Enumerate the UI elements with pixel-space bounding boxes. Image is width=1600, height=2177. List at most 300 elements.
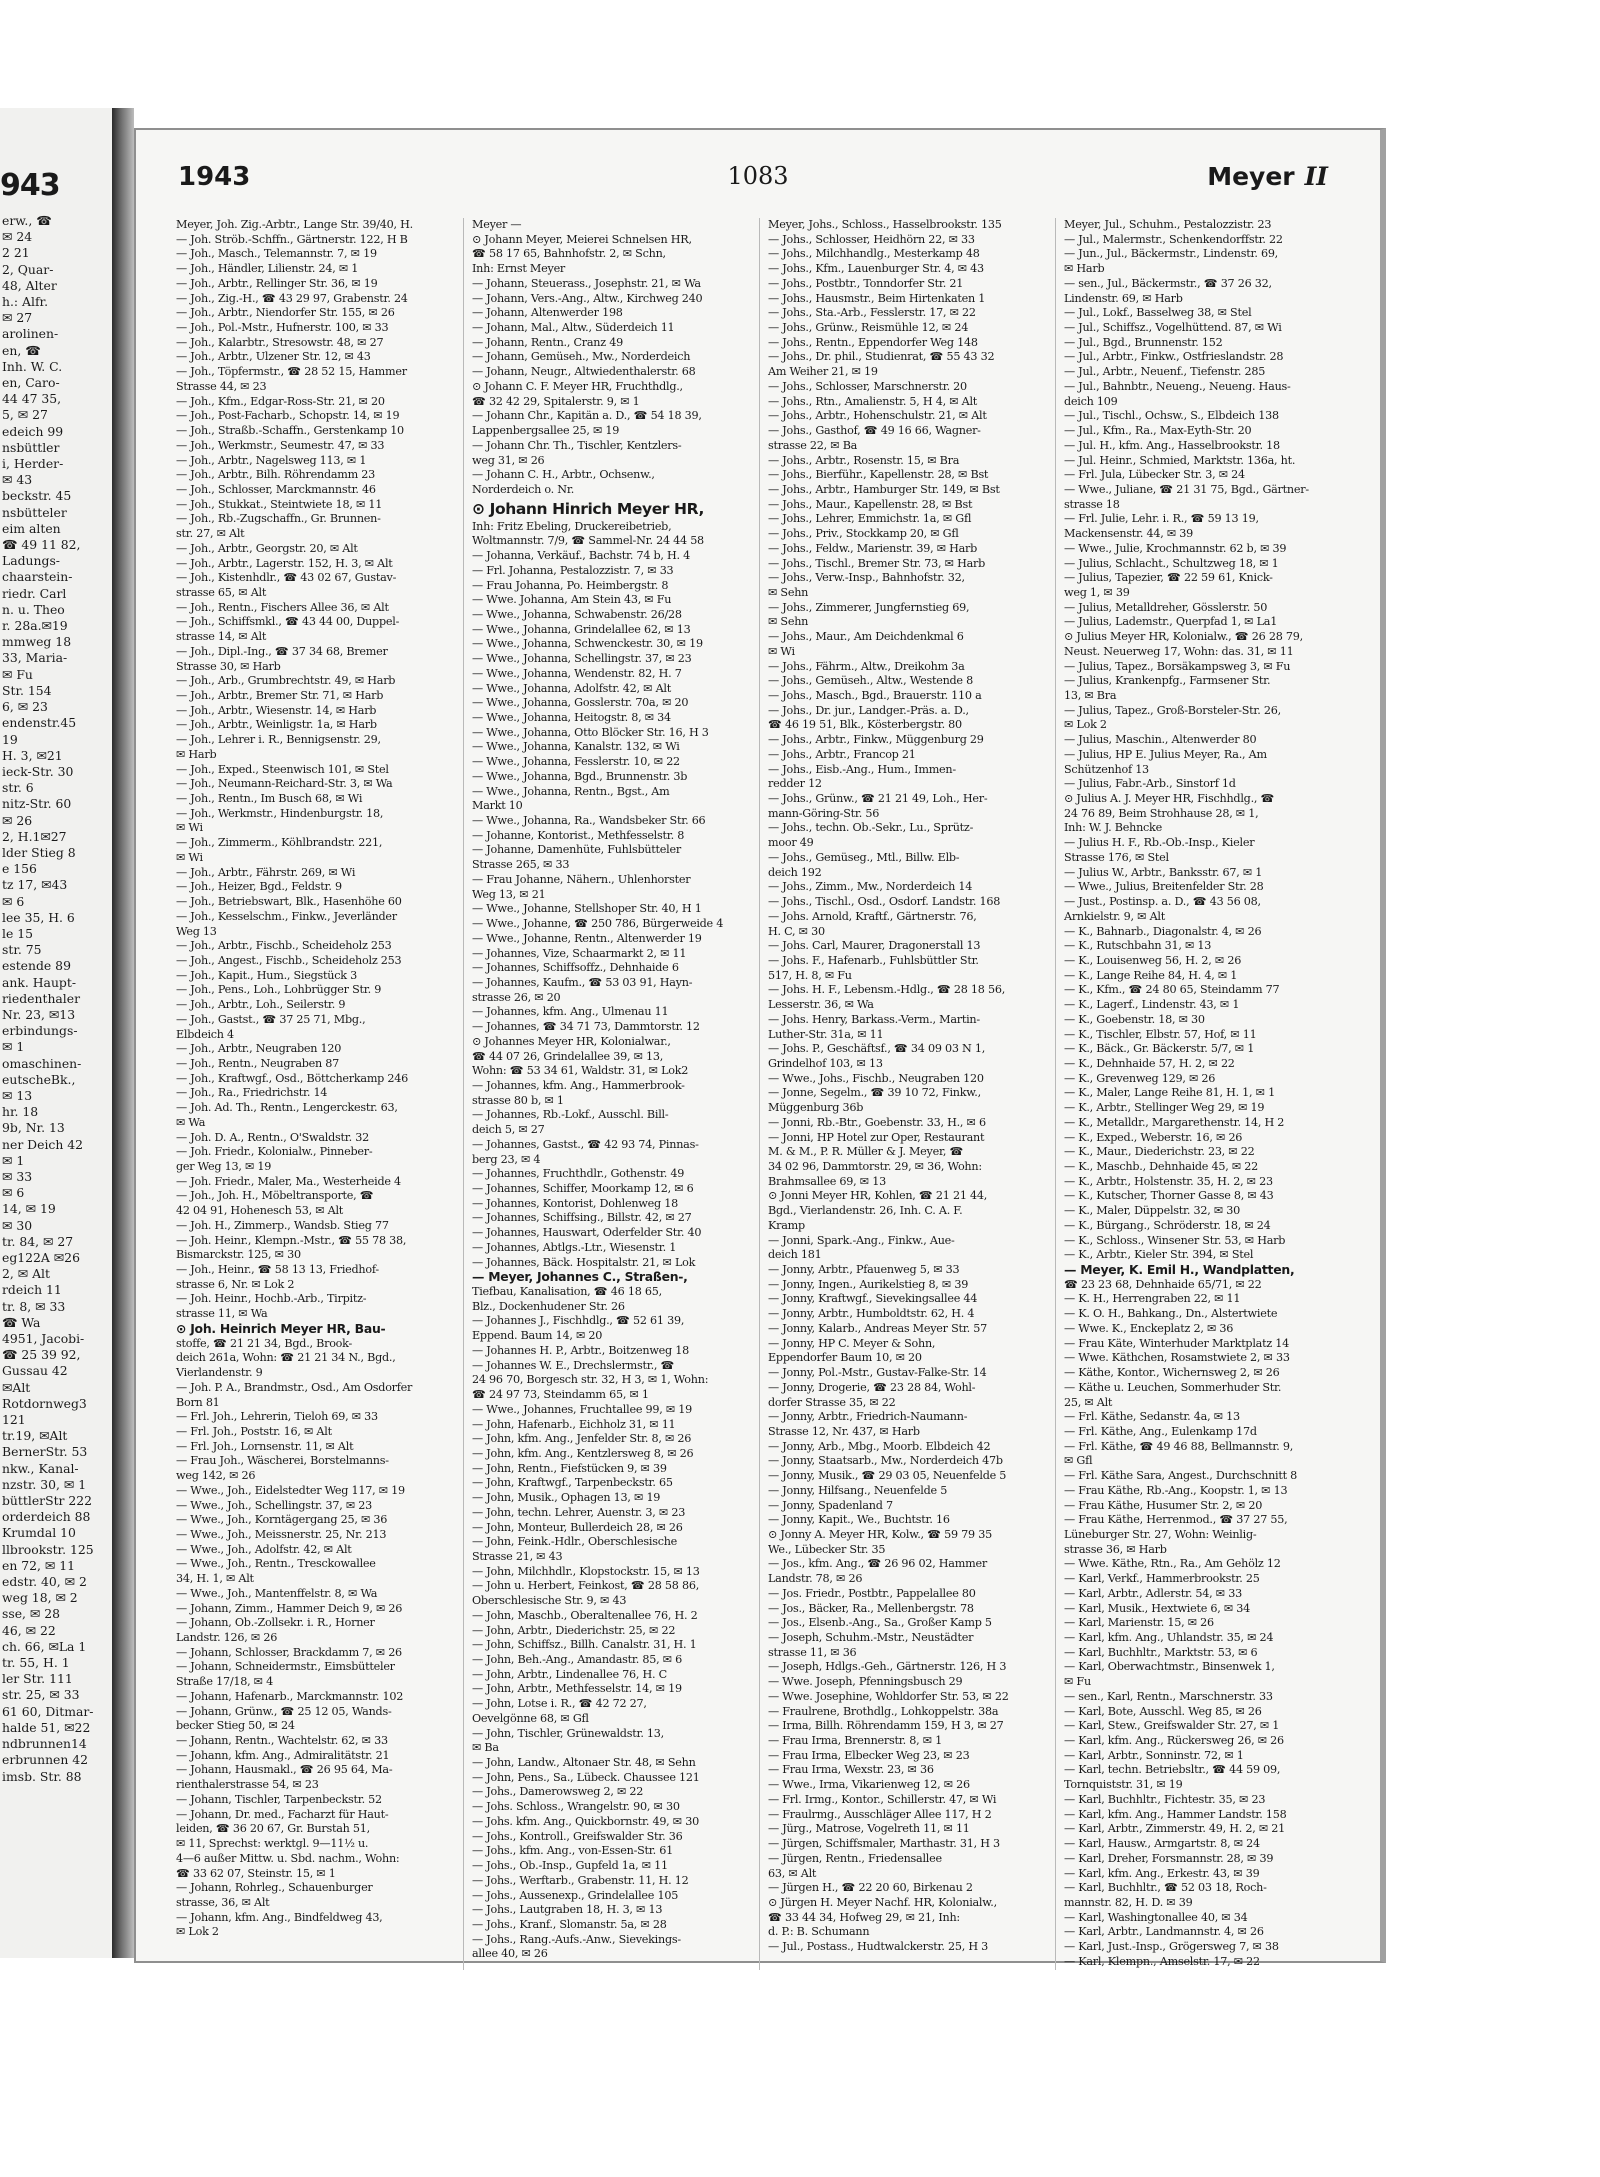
directory-entry: Eppend. Baum 14, ✉ 20 [472, 1329, 603, 1343]
directory-entry: — Joh., Angest., Fischb., Scheideholz 253 [176, 953, 402, 967]
directory-entry: — K., Arbtr., Kieler Str. 394, ✉ Stel [1064, 1248, 1254, 1262]
directory-entry: — Johann Chr. Th., Tischler, Kentzlers- [472, 438, 682, 452]
directory-entry: — Karl, kfm. Ang., Rückersweg 26, ✉ 26 [1064, 1734, 1284, 1748]
directory-entry: — Jul., Postass., Hudtwalckerstr. 25, H 3 [768, 1940, 988, 1954]
directory-entry: — Johs., Rtn., Amalienstr. 5, H 4, ✉ Alt [768, 394, 978, 408]
directory-entry: — Joh., Händler, Lilienstr. 24, ✉ 1 [176, 262, 359, 276]
directory-entry: — Joh., Kesselschm., Finkw., Jeverländer [176, 909, 397, 923]
directory-entry: — Johannes, ☎ 34 71 73, Dammtorstr. 12 [472, 1020, 700, 1034]
directory-entry: — Jonni, Rb.-Btr., Goebenstr. 33, H., ✉ 6 [768, 1115, 986, 1129]
directory-entry: — John, Arbtr., Methfesselstr. 14, ✉ 19 [472, 1682, 682, 1696]
directory-entry: — Frl. Jula, Lübecker Str. 3, ✉ 24 [1064, 468, 1245, 482]
directory-entry: — Frl. Joh., Poststr. 16, ✉ Alt [176, 1424, 332, 1438]
directory-entry: ✉ Fu [1064, 1675, 1091, 1689]
directory-entry: ☎ 46 19 51, Blk., Kösterbergstr. 80 [768, 718, 962, 732]
directory-entry: Brahmsallee 69, ✉ 13 [768, 1174, 886, 1188]
directory-entry: ger Weg 13, ✉ 19 [176, 1160, 272, 1173]
directory-entry: — Wwe., Johanna, Heitogstr. 8, ✉ 34 [472, 711, 671, 724]
adjacent-page-line: Krumdal 10 [2, 1525, 76, 1541]
directory-entry: — Johs., Dr. phil., Studienrat, ☎ 55 43 32 [768, 350, 995, 364]
directory-entry: — Karl, Dreher, Forsmannstr. 28, ✉ 39 [1064, 1851, 1274, 1865]
directory-entry: — Wwe., Johanna, Bgd., Brunnenstr. 3b [472, 769, 688, 783]
directory-entry: — Johann, Steuerass., Josephstr. 21, ✉ Wa [472, 276, 701, 290]
adjacent-page-line: ✉ 6 [2, 1185, 25, 1201]
adjacent-page-line: tr. 84, ✉ 27 [2, 1233, 74, 1249]
adjacent-page-line: 6, ✉ 23 [2, 699, 48, 715]
directory-entry: Bgd., Vierlandenstr. 26, Inh. C. A. F. [768, 1204, 963, 1218]
directory-entry: Weg 13 [176, 924, 217, 938]
directory-entry: ⊙ Johann Meyer, Meierei Schnelsen HR, [472, 232, 692, 246]
directory-entry: — John, Maschb., Oberaltenallee 76, H. 2 [472, 1608, 698, 1622]
directory-entry: Tornquiststr. 31, ✉ 19 [1064, 1778, 1183, 1792]
directory-entry: — Wwe., Johanna, Schwenckestr. 30, ✉ 19 [472, 637, 703, 651]
adjacent-page-line: 121 [2, 1412, 26, 1428]
directory-entry: — Johs., Lehrer, Emmichstr. 1a, ✉ Gfl [768, 512, 972, 526]
directory-entry: Inh: Fritz Ebeling, Druckereibetrieb, [472, 519, 672, 533]
header-surname [1207, 162, 1328, 191]
adjacent-page-line: h.: Alfr. [2, 294, 49, 310]
directory-entry: — Karl, kfm. Ang., Uhlandstr. 35, ✉ 24 [1064, 1631, 1274, 1644]
directory-entry: — Johs., Eisb.-Ang., Hum., Immen- [768, 762, 956, 776]
adjacent-page-line: 14, ✉ 19 [2, 1201, 56, 1217]
directory-entry: — Johs., Masch., Bgd., Brauerstr. 110 a [768, 689, 982, 702]
directory-entry: — Johann, Schneidermstr., Eimsbütteler [176, 1660, 395, 1674]
adjacent-page-line: ✉ 1 [2, 1152, 25, 1168]
directory-entry: — Jonny, Staatsarb., Mw., Norderdeich 47b [768, 1454, 1003, 1468]
directory-entry: — Joh., Dipl.-Ing., ☎ 37 34 68, Bremer [176, 644, 388, 658]
adjacent-page-line: ✉ 6 [2, 893, 25, 909]
adjacent-page-line: 2, H.1✉27 [2, 828, 67, 844]
directory-entry: — Johs., Rentn., Eppendorfer Weg 148 [768, 335, 978, 349]
directory-entry: mann-Göring-Str. 56 [768, 806, 880, 820]
directory-entry: — Joseph, Schuhm.-Mstr., Neustädter [768, 1631, 974, 1644]
directory-entry: — Joh., Arbtr., Niendorfer Str. 155, ✉ 26 [176, 306, 395, 320]
directory-entry: — Jonni, Spark.-Ang., Finkw., Aue- [768, 1233, 955, 1247]
directory-entry: — John, Feink.-Hdlr., Oberschlesische [472, 1535, 678, 1549]
directory-entry: — Joh., Exped., Steenwisch 101, ✉ Stel [176, 762, 389, 776]
directory-entry: — Joh., Werkmstr., Hindenburgstr. 18, [176, 806, 384, 820]
adjacent-page-left [0, 108, 114, 1958]
directory-entry: strasse 80 b, ✉ 1 [472, 1093, 564, 1107]
directory-entry: — Frau Käthe, Rb.-Ang., Koopstr. 1, ✉ 13 [1064, 1483, 1288, 1497]
directory-entry: — Jul. H., kfm. Ang., Hasselbrookstr. 18 [1064, 438, 1280, 452]
directory-entry: — Wwe., Joh., Meissnerstr. 25, Nr. 213 [176, 1527, 387, 1541]
directory-entry: — Johs., Grünw., Reismühle 12, ✉ 24 [768, 321, 969, 335]
directory-entry: ✉ Gfl [1064, 1454, 1093, 1468]
directory-entry: — John, Rentn., Fiefstücken 9, ✉ 39 [472, 1461, 667, 1475]
directory-entry: — Meyer, K. Emil H., Wandplatten, [1064, 1262, 1295, 1278]
adjacent-page-line: erbindungs- [2, 1023, 78, 1039]
directory-entry: — Joh., Gastst., ☎ 37 25 71, Mbg., [176, 1012, 366, 1026]
directory-entry: Lesserstr. 36, ✉ Wa [768, 998, 874, 1012]
adjacent-page-line: H. 3, ✉21 [2, 747, 63, 763]
directory-entry: ✉ Sehn [768, 585, 809, 599]
directory-entry: Straße 17/18, ✉ 4 [176, 1675, 273, 1689]
directory-entry: — Wwe. Josephine, Wohldorfer Str. 53, ✉ 22 [768, 1689, 1009, 1703]
adjacent-page-line: e 156 [2, 861, 37, 877]
directory-entry: — Wwe. Joseph, Pfenningsbusch 29 [768, 1675, 963, 1689]
adjacent-page-line: 48, Alter [2, 277, 57, 293]
directory-entry: — Joh., Zimmerm., Köhlbrandstr. 221, [176, 836, 383, 850]
directory-entry: — Frl. Joh., Lornsenstr. 11, ✉ Alt [176, 1439, 354, 1453]
adjacent-page-line: Nr. 23, ✉13 [2, 1006, 76, 1022]
directory-entry: — Joh., Pens., Loh., Lohbrügger Str. 9 [176, 983, 382, 997]
adjacent-page-line: erbrunnen 42 [2, 1752, 89, 1768]
directory-entry: — Johs., Lautgraben 18, H. 3, ✉ 13 [472, 1903, 663, 1917]
adjacent-page-line: ner Deich 42 [2, 1136, 84, 1152]
book-gutter [112, 108, 134, 1958]
directory-entry: — Wwe., Johanna, Fesslerstr. 10, ✉ 22 [472, 755, 680, 769]
directory-entry: deich 109 [1064, 394, 1118, 408]
adjacent-page-line: hr. 18 [2, 1104, 39, 1120]
directory-entry: — Wwe. Käthchen, Rosamstwiete 2, ✉ 33 [1064, 1351, 1290, 1365]
directory-entry: — Joh., Arbtr., Lagerstr. 152, H. 3, ✉ Alt [176, 556, 393, 570]
directory-entry: — Johs., Kranf., Slomanstr. 5a, ✉ 28 [472, 1917, 667, 1931]
directory-entry: — Johs., Hausmstr., Beim Hirtenkaten 1 [768, 291, 986, 305]
directory-entry: — Käthe u. Leuchen, Sommerhuder Str. [1064, 1380, 1282, 1394]
directory-entry: — Joh., Arbtr., Fischb., Scheideholz 253 [176, 939, 392, 953]
directory-entry: 25, ✉ Alt [1064, 1395, 1113, 1409]
directory-entry: — Karl, Just.-Insp., Grögersweg 7, ✉ 38 [1064, 1940, 1279, 1954]
directory-entry: — John, Schiffsz., Billh. Canalstr. 31, H. 1 [472, 1638, 697, 1652]
directory-entry: — Joh., Kistenhdlr., ☎ 43 02 67, Gustav- [176, 571, 397, 585]
directory-entry: — Jonny, Kapit., We., Buchtstr. 16 [768, 1513, 950, 1527]
directory-entry: — K., Maler, Düppelstr. 32, ✉ 30 [1064, 1204, 1241, 1218]
directory-entry: — Wwe., Johanna, Wendenstr. 82, H. 7 [472, 666, 682, 680]
adjacent-page-line: 19 [2, 731, 18, 747]
directory-entry: Oevelgönne 68, ✉ Gfl [472, 1711, 589, 1725]
adjacent-page-line: ✉ 26 [2, 812, 33, 828]
directory-entry: ✉ Ba [472, 1741, 499, 1755]
directory-entry: — Wwe., Irma, Vikarienweg 12, ✉ 26 [768, 1778, 970, 1792]
adjacent-page-line: riedr. Carl [2, 585, 67, 601]
directory-entry: — Joh. P. A., Brandmstr., Osd., Am Osdorfer [176, 1380, 413, 1394]
directory-entry: — Jonny, Ingen., Aurikelstieg 8, ✉ 39 [768, 1277, 969, 1291]
directory-entry: — Johs., Arbtr., Finkw., Müggenburg 29 [768, 733, 984, 747]
page-header [178, 162, 1338, 202]
directory-entry: — Jos., Elsenb.-Ang., Sa., Großer Kamp 5 [768, 1616, 992, 1630]
directory-entry: — Johann, Rentn., Wachtelstr. 62, ✉ 33 [176, 1734, 388, 1748]
directory-entry: Oberschlesische Str. 9, ✉ 43 [472, 1594, 627, 1608]
directory-columns [176, 218, 1352, 1968]
directory-entry: M. & M., P. R. Müller & J. Meyer, ☎ [768, 1145, 964, 1159]
directory-entry: — K., Maschb., Dehnhaide 45, ✉ 22 [1064, 1160, 1258, 1173]
directory-entry: — John, Arbtr., Lindenallee 76, H. C [472, 1667, 667, 1681]
directory-entry: — Johs. P., Geschäftsf., ☎ 34 09 03 N 1, [768, 1042, 986, 1056]
directory-entry: strasse 18 [1064, 497, 1120, 511]
directory-entry: ⊙ Jürgen H. Meyer Nachf. HR, Kolonialw., [768, 1895, 997, 1909]
adjacent-page-line: arolinen- [2, 326, 59, 342]
directory-entry: — Wwe. Johanna, Am Stein 43, ✉ Fu [472, 593, 672, 607]
directory-entry: ⊙ Joh. Heinrich Meyer HR, Bau- [176, 1320, 386, 1336]
directory-entry: 4—6 außer Mittw. u. Sbd. nachm., Wohn: [176, 1851, 400, 1865]
directory-entry: strasse 11, ✉ Wa [176, 1307, 268, 1321]
adjacent-page-line: riedenthaler [2, 990, 81, 1006]
adjacent-page-line: weg 18, ✉ 2 [2, 1590, 78, 1606]
directory-entry: — Johannes H. P., Arbtr., Boitzenweg 18 [472, 1343, 689, 1357]
directory-entry: — John, Tischler, Grünewaldstr. 13, [472, 1726, 664, 1740]
directory-entry: — Joh., Schiffsmkl., ☎ 43 44 00, Duppel- [176, 615, 400, 629]
directory-entry: — Johann, Mal., Altw., Süderdeich 11 [472, 321, 675, 335]
directory-entry: — Johs. Schloss., Wrangelstr. 90, ✉ 30 [472, 1800, 680, 1814]
directory-entry: — Julius, Fabr.-Arb., Sinstorf 1d [1064, 777, 1236, 791]
directory-entry: — Joh., Rb.-Zugschaffn., Gr. Brunnen- [176, 512, 381, 526]
directory-entry: — Johannes, kfm. Ang., Ulmenau 11 [472, 1005, 669, 1019]
directory-entry: — Joh., Arbtr., Nagelsweg 113, ✉ 1 [176, 453, 367, 467]
directory-entry: — Joh., Lehrer i. R., Bennigsenstr. 29, [176, 733, 381, 747]
directory-entry: — Julius, Maschin., Altenwerder 80 [1064, 733, 1257, 747]
directory-entry: — Karl, Verkf., Hammerbrookstr. 25 [1064, 1572, 1260, 1586]
directory-entry: — K., Metalldr., Margarethenstr. 14, H 2 [1064, 1115, 1285, 1129]
directory-entry: — Joh., Arbtr., Rellinger Str. 36, ✉ 19 [176, 276, 378, 290]
directory-entry: — Irma, Billh. Röhrendamm 159, H 3, ✉ 27 [768, 1719, 1004, 1733]
directory-entry: — Frau Joh., Wäscherei, Borstelmanns- [176, 1454, 389, 1468]
adjacent-page-line: 46, ✉ 22 [2, 1622, 56, 1638]
directory-entry: ⊙ Jonny A. Meyer HR, Kolw., ☎ 59 79 35 [768, 1527, 992, 1541]
directory-entry: — Joh., Arb., Grumbrechtstr. 49, ✉ Harb [176, 674, 396, 688]
directory-entry: — John, Beh.-Ang., Amandastr. 85, ✉ 6 [472, 1653, 682, 1666]
directory-entry: — Karl, Arbtr., Zimmerstr. 49, H. 2, ✉ 21 [1064, 1822, 1286, 1836]
column-3 [768, 218, 1056, 1970]
adjacent-page-line: 4951, Jacobi- [2, 1331, 85, 1347]
directory-entry: — Jürg., Matrose, Vogelreth 11, ✉ 11 [768, 1822, 970, 1836]
directory-entry: — Joh., Arbtr., Loh., Seilerstr. 9 [176, 998, 346, 1012]
directory-entry: — Wwe., Joh., Eidelstedter Weg 117, ✉ 19 [176, 1483, 405, 1497]
directory-entry: — Frl. Johanna, Pestalozzistr. 7, ✉ 33 [472, 563, 674, 577]
directory-entry: — Johs., Dr. jur., Landger.-Präs. a. D., [768, 703, 969, 717]
directory-entry: — John, kfm. Ang., Kentzlersweg 8, ✉ 26 [472, 1446, 694, 1460]
directory-entry: — Johs., Fährm., Altw., Dreikohm 3a [768, 659, 965, 673]
directory-entry: — Wwe., Julius, Breitenfelder Str. 28 [1064, 880, 1264, 894]
directory-entry: — Johs., Feldw., Marienstr. 39, ✉ Harb [768, 541, 978, 555]
directory-entry: Strasse 176, ✉ Stel [1064, 850, 1169, 864]
directory-entry: — John, kfm. Ang., Jenfelder Str. 8, ✉ 26 [472, 1432, 692, 1446]
adjacent-page-line: nsbüttler [2, 439, 60, 455]
directory-entry: — Joh., Arbtr., Bremer Str. 71, ✉ Harb [176, 689, 384, 702]
directory-entry: — Joh., Töpfermstr., ☎ 28 52 15, Hammer [176, 365, 407, 379]
directory-entry: redder 12 [768, 777, 822, 791]
directory-entry: — K., Maler, Lange Reihe 81, H. 1, ✉ 1 [1064, 1086, 1275, 1100]
directory-entry: Luther-Str. 31a, ✉ 11 [768, 1027, 884, 1041]
directory-entry: Mackensenstr. 44, ✉ 39 [1064, 527, 1194, 541]
directory-entry: — Jonne, Segelm., ☎ 39 10 72, Finkw., [768, 1086, 981, 1100]
directory-entry: — Wwe., Johanna, Gosslerstr. 70a, ✉ 20 [472, 696, 689, 710]
directory-entry: — Jonny, Kraftwgf., Sievekingsallee 44 [768, 1292, 978, 1306]
directory-entry: — Karl, kfm. Ang., Erkestr. 43, ✉ 39 [1064, 1866, 1260, 1880]
directory-entry: — Wwe., Johanna, Schwabenstr. 26/28 [472, 607, 682, 621]
directory-entry: str. 27, ✉ Alt [176, 527, 245, 541]
directory-entry: Strasse 265, ✉ 33 [472, 858, 570, 872]
directory-entry: — Wwe., Julie, Krochmannstr. 62 b, ✉ 39 [1064, 541, 1287, 555]
directory-entry: — Johann, Dr. med., Facharzt für Haut- [176, 1807, 389, 1821]
adjacent-page-line: halde 51, ✉22 [2, 1719, 91, 1735]
directory-entry: — Johs., Arbtr., Rosenstr. 15, ✉ Bra [768, 453, 960, 467]
directory-entry: — Johs. H. F., Lebensm.-Hdlg., ☎ 28 18 56, [768, 983, 1005, 997]
adjacent-page-line: ✉ 30 [2, 1217, 33, 1233]
adjacent-page-line: erw., ☎ [2, 213, 52, 228]
directory-entry: — Johann, Rohrleg., Schauenburger [176, 1881, 373, 1895]
directory-entry: — Jonni, HP Hotel zur Oper, Restaurant [768, 1130, 985, 1144]
adjacent-page-line: chaarstein- [2, 569, 73, 585]
adjacent-page-line: str. 75 [2, 942, 42, 958]
directory-entry: 13, ✉ Bra [1064, 689, 1117, 702]
directory-entry: — Joh., Arbtr., Bilh. Röhrendamm 23 [176, 468, 376, 482]
adjacent-page-line: lee 35, H. 6 [2, 909, 75, 925]
directory-entry: Norderdeich o. Nr. [472, 482, 575, 496]
directory-entry: — Jürgen, Rentn., Friedensallee [768, 1851, 942, 1865]
directory-entry: — Frau Johanna, Po. Heimbergstr. 8 [472, 578, 669, 592]
directory-entry: strasse 14, ✉ Alt [176, 630, 267, 644]
directory-entry: — Johann, Vers.-Ang., Altw., Kirchweg 240 [472, 291, 703, 305]
directory-entry: — Joh., Arbtr., Ulzener Str. 12, ✉ 43 [176, 350, 371, 364]
directory-entry: — Frl. Joh., Lehrerin, Tieloh 69, ✉ 33 [176, 1410, 378, 1424]
directory-entry: — Johs., techn. Ob.-Sekr., Lu., Sprütz- [768, 821, 974, 835]
directory-entry: — Jonny, Hilfsang., Neuenfelde 5 [768, 1483, 948, 1497]
directory-entry: — K., Bäck., Gr. Bäckerstr. 5/7, ✉ 1 [1064, 1042, 1255, 1056]
directory-entry: rienthalerstrasse 54, ✉ 23 [176, 1778, 319, 1792]
directory-entry: Meyer, Johs., Schloss., Hasselbrookstr. 135 [768, 218, 1002, 231]
directory-entry: — Johs., Gemüseh., Altw., Westende 8 [768, 674, 973, 688]
directory-entry: — Frl. Käthe, ☎ 49 46 88, Bellmannstr. 9, [1064, 1439, 1294, 1453]
directory-entry: — K., Arbtr., Holstenstr. 35, H. 2, ✉ 23 [1064, 1174, 1273, 1188]
directory-entry: — K. H., Herrengraben 22, ✉ 11 [1064, 1292, 1241, 1306]
directory-entry: — K., Maur., Diederichstr. 23, ✉ 22 [1064, 1145, 1255, 1159]
directory-entry: — Jonny, Arbtr., Friedrich-Naumann- [768, 1410, 968, 1424]
directory-entry: — Johann, Hausmakl., ☎ 26 95 64, Ma- [176, 1763, 393, 1777]
directory-entry: — John, Kraftwgf., Tarpenbeckstr. 65 [472, 1476, 673, 1490]
directory-entry: — K., Grevenweg 129, ✉ 26 [1064, 1071, 1216, 1085]
adjacent-page-line: ☎ Wa [2, 1314, 41, 1330]
directory-entry: Grindelhof 103, ✉ 13 [768, 1056, 883, 1070]
directory-entry: — Frau Käthe, Herrenmod., ☎ 37 27 55, [1064, 1513, 1288, 1527]
directory-entry: — K., Lagerf., Lindenstr. 43, ✉ 1 [1064, 998, 1240, 1012]
directory-entry: — Johs., Kfm., Lauenburger Str. 4, ✉ 43 [768, 262, 984, 276]
header-surname-text: Meyer [1207, 162, 1295, 191]
directory-entry: — Johs., Verw.-Insp., Bahnhofstr. 32, [768, 571, 965, 585]
adjacent-page-line: endenstr.45 [2, 715, 77, 731]
directory-entry: ☎ 32 42 29, Spitalerstr. 9, ✉ 1 [472, 394, 640, 408]
directory-entry: — Johs., kfm. Ang., von-Essen-Str. 61 [472, 1844, 674, 1858]
directory-entry: — Wwe., Johannes, Fruchtallee 99, ✉ 19 [472, 1402, 693, 1416]
directory-entry: — Johannes, Gastst., ☎ 42 93 74, Pinnas- [472, 1137, 699, 1151]
adjacent-page-line: en, Caro- [2, 375, 60, 391]
directory-entry: Meyer — [472, 218, 522, 231]
directory-entry: — Wwe., Johanne, Rentn., Altenwerder 19 [472, 931, 702, 945]
adjacent-page-line: le 15 [2, 925, 34, 941]
header-volume: II [1304, 162, 1328, 191]
directory-entry: — Karl, Buchhltr., Marktstr. 53, ✉ 6 [1064, 1645, 1258, 1659]
directory-entry: — Joh., Rentn., Neugraben 87 [176, 1056, 340, 1070]
directory-entry: Landstr. 78, ✉ 26 [768, 1572, 863, 1586]
adjacent-page-line: ler Str. 111 [2, 1671, 73, 1687]
directory-entry: — Wwe., Juliane, ☎ 21 31 75, Bgd., Gärtner- [1064, 482, 1309, 496]
directory-entry: Woltmannstr. 7/9, ☎ Sammel-Nr. 24 44 58 [472, 534, 704, 548]
directory-entry: — Frl. Irmg., Kontor., Schillerstr. 47, ✉ Wi [768, 1792, 997, 1806]
directory-entry: — Johs. Henry, Barkass.-Verm., Martin- [768, 1012, 980, 1026]
adjacent-page-line: ndbrunnen14 [2, 1736, 87, 1752]
directory-entry: — Wwe., Johanna, Rentn., Bgst., Am [472, 784, 670, 798]
directory-entry: — Johs., Gemüseg., Mtl., Billw. Elb- [768, 850, 960, 864]
directory-entry: — Frau Irma, Wexstr. 23, ✉ 36 [768, 1763, 934, 1777]
directory-entry: — Karl, kfm. Ang., Hammer Landstr. 158 [1064, 1807, 1287, 1821]
adjacent-page-line: büttlerStr 222 [2, 1493, 93, 1509]
directory-entry: — Johanne, Kontorist., Methfesselstr. 8 [472, 828, 685, 842]
directory-entry: — Johs., Arbtr., Hamburger Str. 149, ✉ Bst [768, 482, 1000, 496]
directory-entry: — Johs. Carl, Maurer, Dragonerstall 13 [768, 939, 981, 953]
directory-entry: — K., Schloss., Winsener Str. 53, ✉ Harb [1064, 1233, 1286, 1247]
adjacent-page-line: ✉ 27 [2, 310, 33, 326]
directory-entry: — Julius, Metalldreher, Gösslerstr. 50 [1064, 600, 1268, 614]
directory-entry: — Wwe., Johanna, Otto Blöcker Str. 16, H 3 [472, 725, 709, 739]
directory-entry: — Jürgen H., ☎ 22 20 60, Birkenau 2 [768, 1881, 973, 1895]
directory-entry: — Johannes, Vize, Schaarmarkt 2, ✉ 11 [472, 946, 687, 960]
directory-entry: — Jos., kfm. Ang., ☎ 26 96 02, Hammer [768, 1557, 987, 1571]
directory-entry: deich 5, ✉ 27 [472, 1123, 545, 1137]
directory-entry: Eppendorfer Baum 10, ✉ 20 [768, 1351, 922, 1365]
adjacent-page-line: 44 47 35, [2, 391, 62, 407]
directory-entry: — Johannes, Schiffsoffz., Dehnhaide 6 [472, 961, 679, 975]
directory-entry: Lindenstr. 69, ✉ Harb [1064, 291, 1183, 305]
directory-entry: — John, Lotse i. R., ☎ 42 72 27, [472, 1697, 647, 1711]
directory-entry: — Johs., Aussenexp., Grindelallee 105 [472, 1888, 679, 1902]
adjacent-page-line: ☎ 49 11 82, [2, 537, 81, 553]
directory-entry: — K., Dehnhaide 57, H. 2, ✉ 22 [1064, 1056, 1235, 1070]
directory-entry: Blz., Dockenhudener Str. 26 [472, 1299, 625, 1313]
adjacent-page-line: Inh. W. C. [2, 358, 63, 374]
directory-entry: — Johs., Grünw., ☎ 21 21 49, Loh., Her- [768, 792, 988, 806]
directory-entry: — Johannes J., Fischhdlg., ☎ 52 61 39, [472, 1314, 685, 1328]
directory-entry: — Wwe., Joh., Rentn., Tresckowallee [176, 1557, 376, 1571]
directory-entry: strasse 11, ✉ 36 [768, 1645, 857, 1659]
directory-entry: — K., Kutscher, Thorner Gasse 8, ✉ 43 [1064, 1189, 1274, 1203]
directory-entry: — Wwe., Joh., Mantenffelstr. 8, ✉ Wa [176, 1586, 378, 1600]
directory-entry: ☎ 44 07 26, Grindelallee 39, ✉ 13, [472, 1049, 664, 1063]
directory-entry: Meyer, Jul., Schuhm., Pestalozzistr. 23 [1064, 218, 1272, 231]
directory-entry: — Johs., Maur., Am Deichdenkmal 6 [768, 630, 964, 644]
adjacent-page-line: estende 89 [2, 958, 71, 974]
directory-entry: — Johann, Zimm., Hammer Deich 9, ✉ 26 [176, 1601, 403, 1615]
adjacent-page-line: beckstr. 45 [2, 488, 72, 504]
directory-entry: — K., Goebenstr. 18, ✉ 30 [1064, 1012, 1205, 1026]
directory-entry: — Johannes, Schiffer, Moorkamp 12, ✉ 6 [472, 1182, 694, 1195]
adjacent-page-line: ✉ 13 [2, 1087, 33, 1103]
directory-entry: strasse 6, Nr. ✉ Lok 2 [176, 1277, 295, 1291]
directory-entry: weg 1, ✉ 39 [1064, 585, 1130, 599]
directory-entry: — Joh. H., Zimmerp., Wandsb. Stieg 77 [176, 1218, 389, 1232]
directory-entry: — Karl, Arbtr., Sonninstr. 72, ✉ 1 [1064, 1748, 1244, 1762]
directory-entry: — Johs., Postbtr., Tonndorfer Str. 21 [768, 276, 964, 290]
directory-entry: — Meyer, Johannes C., Straßen-, [472, 1269, 688, 1285]
directory-entry: Weg 13, ✉ 21 [472, 887, 546, 901]
directory-entry: — John, Pens., Sa., Lübeck. Chaussee 121 [472, 1770, 700, 1784]
directory-entry: ✉ Lok 2 [1064, 718, 1107, 732]
directory-entry: ⊙ Johannes Meyer HR, Kolonialwar., [472, 1034, 671, 1048]
directory-entry: 63, ✉ Alt [768, 1866, 817, 1880]
directory-entry: — Johann, kfm. Ang., Bindfeldweg 43, [176, 1910, 383, 1924]
adjacent-page-line: imsb. Str. 88 [2, 1768, 82, 1784]
adjacent-page-line: nsbütteler [2, 504, 67, 520]
directory-entry: strasse 22, ✉ Ba [768, 438, 858, 452]
directory-entry: ⊙ Jonni Meyer HR, Kohlen, ☎ 21 21 44, [768, 1189, 988, 1203]
directory-entry: — Jonny, Musik., ☎ 29 03 05, Neuenfelde 5 [768, 1469, 1007, 1483]
adjacent-page-year: 943 [0, 168, 60, 203]
directory-entry: Wohn: ☎ 53 34 61, Waldstr. 31, ✉ Lok2 [472, 1064, 689, 1078]
directory-entry: — Johann, Tischler, Tarpenbeckstr. 52 [176, 1792, 382, 1806]
directory-entry: — Johs., Arbtr., Francop 21 [768, 747, 916, 761]
directory-entry: ⊙ Julius Meyer HR, Kolonialw., ☎ 26 28 79, [1064, 630, 1303, 644]
directory-entry: — Joh. Friedr., Maler, Ma., Westerheide 4 [176, 1174, 401, 1188]
adjacent-page-line: rdeich 11 [2, 1282, 62, 1298]
